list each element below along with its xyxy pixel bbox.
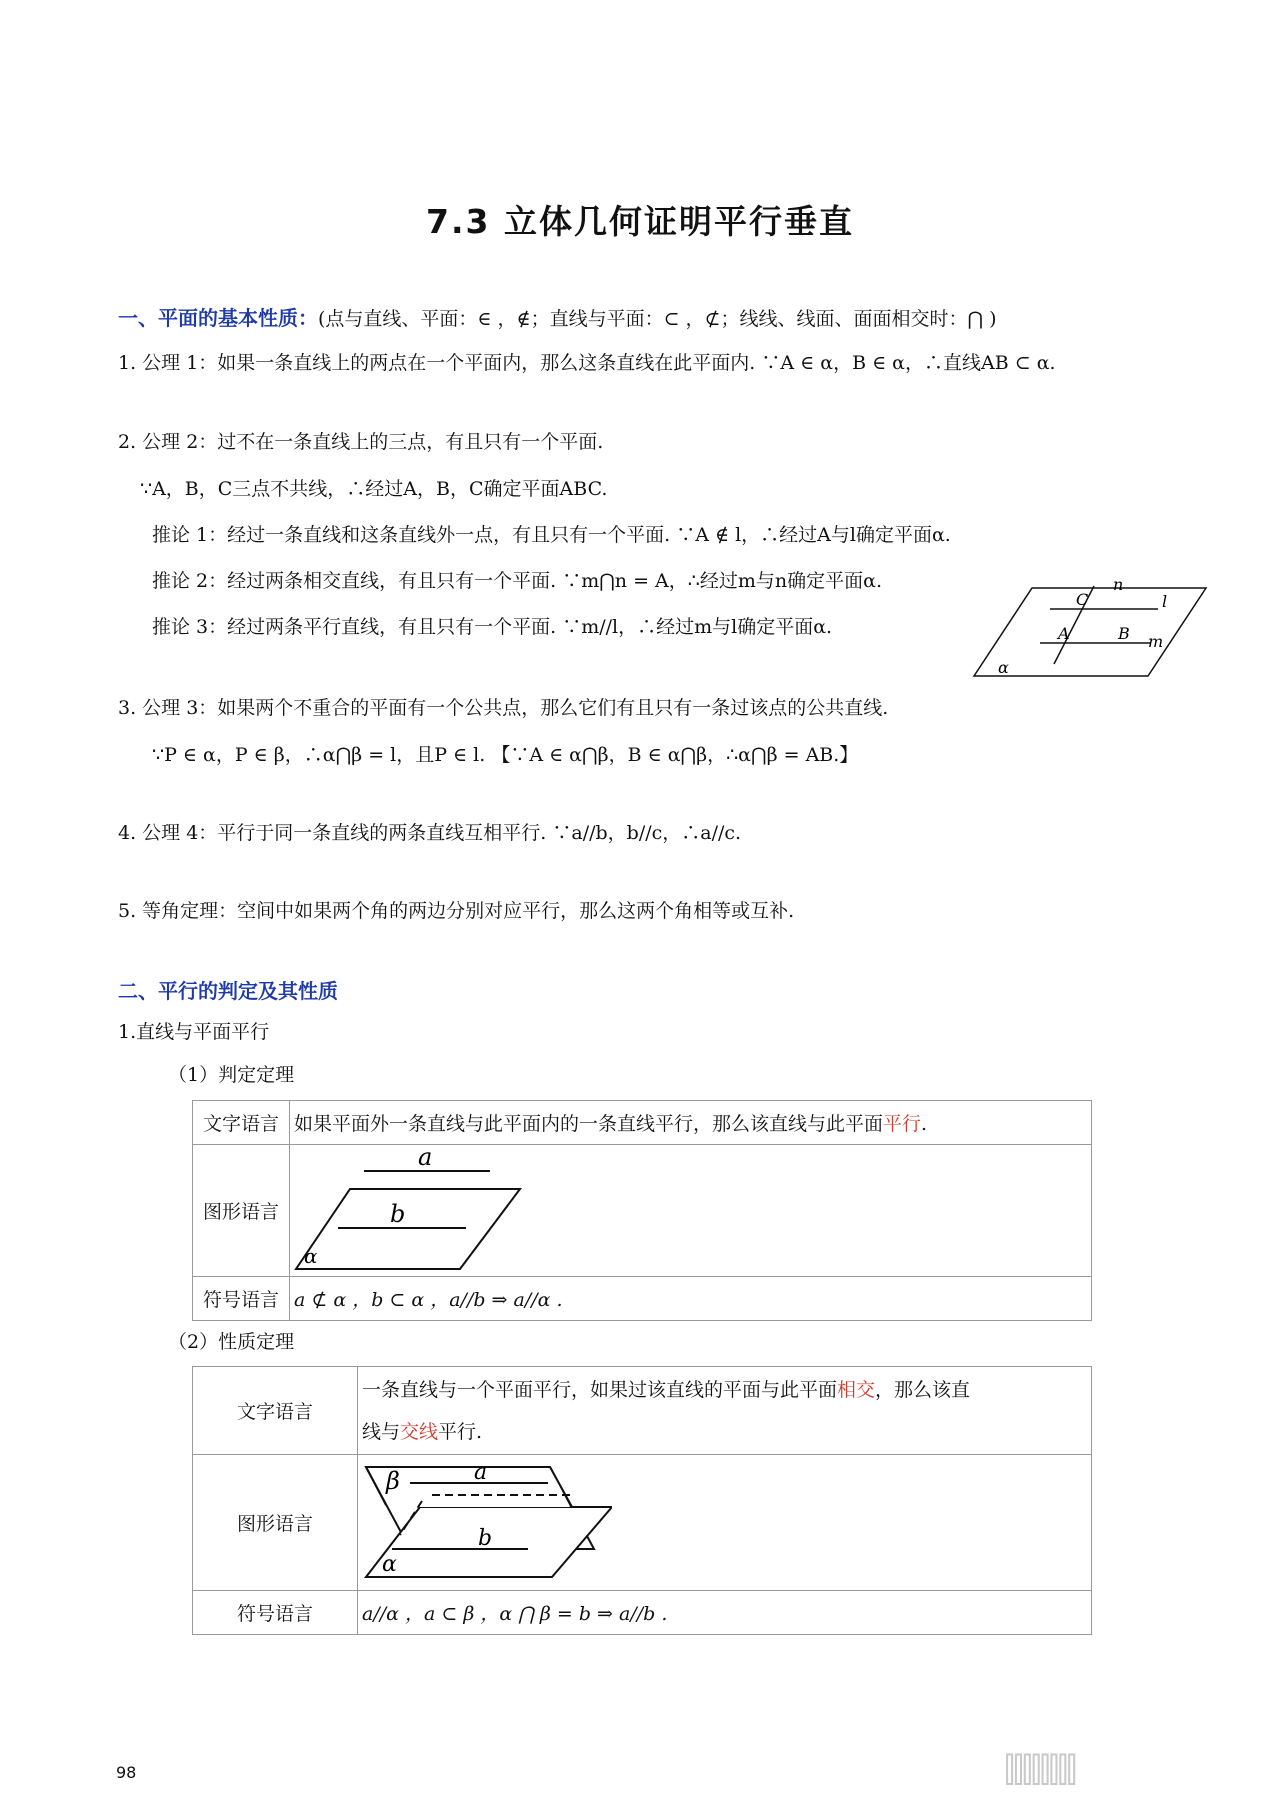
table2-label-figure: 图形语言 [193,1455,358,1591]
axiom-4: 4. 公理 4：平行于同一条直线的两条直线互相平行. ∵a//b，b//c，∴a//c. [118,822,742,844]
equal-angle-theorem: 5. 等角定理：空间中如果两个角的两边分别对应平行，那么这两个角相等或互补. [118,900,795,922]
table-row [193,1145,1092,1277]
fig1-label-alpha: α [304,1243,318,1268]
table1-symbol: a ⊄ α ，b ⊂ α ，a//b ⇒ a//α . [290,1277,1092,1321]
table1-label-symbol: 符号语言 [193,1277,290,1321]
fig1-label-b: b [390,1199,406,1228]
axiom-2-symbol: ∵A，B，C三点不共线，∴经过A，B，C确定平面ABC. [140,478,608,500]
section1-heading-line [118,302,997,331]
property-table [192,1366,1092,1635]
corollary-3: 推论 3：经过两条平行直线，有且只有一个平面. ∵m//l，∴经过m与l确定平面α. [152,616,833,638]
table2-text-red-2: 交线 [400,1420,439,1443]
table-row [193,1591,1092,1635]
label-b: B [1118,624,1130,643]
label-c: C [1076,590,1089,609]
section2-heading: 二、平行的判定及其性质 [118,979,338,1003]
label-n: n [1113,576,1124,594]
corollary-1: 推论 1：经过一条直线和这条直线外一点，有且只有一个平面. ∵A ∉ l，∴经过A与l确定平面α. [152,524,951,546]
subsection-criterion: （1）判定定理 [168,1064,295,1086]
table-row [193,1455,1092,1591]
label-a: A [1058,624,1070,643]
plane-figure [970,576,1210,682]
table1-label-text: 文字语言 [193,1101,290,1145]
section1-heading: 一、平面的基本性质： [118,306,318,330]
table2-text [358,1367,1092,1455]
label-l: l [1162,592,1168,611]
table2-label-text: 文字语言 [193,1367,358,1455]
page-number: 98 [116,1763,137,1782]
table2-text-red-1: 相交 [837,1378,876,1401]
table1-text-red: 平行 [883,1113,922,1135]
table-row [193,1101,1092,1145]
label-m: m [1148,632,1164,651]
table2-text-line2-pre: 线与 [362,1420,401,1443]
watermark: ⫿⫿⫿⫿⫿⫿⫿⫿ [1004,1750,1076,1790]
table1-text [290,1101,1092,1145]
table1-text-pre: 如果平面外一条直线与此平面内的一条直线平行，那么该直线与此平面 [294,1113,884,1135]
table2-text-post-1: ，那么该直 [875,1378,971,1401]
table1-label-figure: 图形语言 [193,1145,290,1277]
line-plane-parallel-figure [294,1149,534,1273]
subsection-property: （2）性质定理 [168,1331,295,1353]
table2-symbol: a//α ，a ⊂ β ，α ⋂ β = b ⇒ a//b . [358,1591,1092,1635]
axiom-1: 1. 公理 1：如果一条直线上的两点在一个平面内，那么这条直线在此平面内. ∵A ∈ α，B ∈ α，∴直线AB ⊂ α. [118,352,1056,374]
criterion-table [192,1100,1092,1321]
fig2-label-b: b [478,1525,493,1551]
corollary-2: 推论 2：经过两条相交直线，有且只有一个平面. ∵m⋂n = A，∴经过m与n确定平面α. [152,570,882,592]
fig2-label-alpha: α [382,1551,397,1577]
fig2-label-beta: β [386,1466,400,1495]
axiom-3-symbol: ∵P ∈ α，P ∈ β，∴α⋂β = l，且P ∈ l. 【∵A ∈ α⋂β，B ∈ α⋂β，∴α⋂β = AB.】 [152,744,859,766]
fig2-label-a: a [474,1459,488,1485]
table-row [193,1367,1092,1455]
page-title: 7.3 立体几何证明平行垂直 [426,202,854,241]
table-row [193,1277,1092,1321]
subsection-line-plane-parallel: 1.直线与平面平行 [118,1021,270,1043]
table2-text-pre: 一条直线与一个平面平行，如果过该直线的平面与此平面 [362,1378,838,1401]
table2-text-post-2: 平行. [438,1420,483,1443]
axiom-2: 2. 公理 2：过不在一条直线上的三点，有且只有一个平面. [118,431,604,453]
table2-label-symbol: 符号语言 [193,1591,358,1635]
fig1-label-a: a [418,1148,433,1171]
axiom-3: 3. 公理 3：如果两个不重合的平面有一个公共点，那么它们有且只有一条过该点的公共直线. [118,697,889,719]
plane-intersection-figure [362,1459,612,1587]
table1-text-post: . [921,1113,928,1135]
table1-figure-cell [290,1145,1092,1277]
label-alpha: α [998,658,1009,677]
table2-figure-cell [358,1455,1092,1591]
section1-note: (点与直线、平面：∈ ，∉；直线与平面：⊂ ，⊄；线线、线面、面面相交时：⋂ ) [318,308,997,330]
